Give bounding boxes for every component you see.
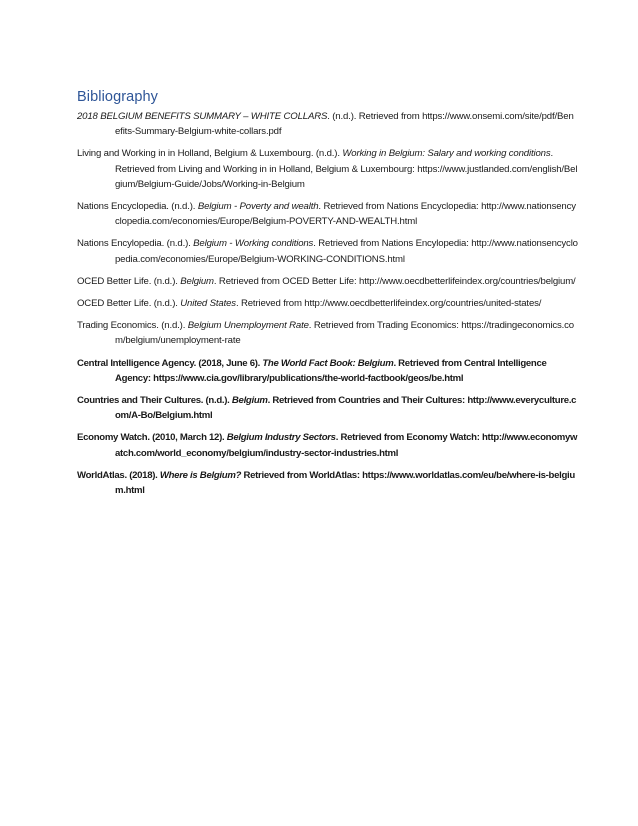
entry-title: Belgium - Working conditions [193, 238, 314, 250]
entry-url: https://tradingeconomics.com/belgium/unemployment-rate [115, 320, 574, 347]
bibliography-entry: 2018 BELGIUM BENEFITS SUMMARY – WHITE COLLARS. (n.d.). Retrieved from https://www.onsemi.com/site/pdf/Benefits-Summary-Belgium-white-collars.pdf [77, 111, 574, 138]
entry-url: https://www.justlanded.com/english/Belgium/Belgium-Guide/Jobs/Working-in-Belgium [115, 163, 578, 190]
entry-url: http://www.nationsencyclopedia.com/economies/Europe/Belgium-WORKING-CONDITIONS.html [115, 238, 578, 265]
bibliography-heading: Bibliography [77, 89, 158, 105]
entry-url: http://www.oecdbetterlifeindex.org/countries/united-states/ [304, 298, 542, 310]
entry-url: https://www.worldatlas.com/eu/be/where-is-belgium.html [115, 469, 575, 497]
entry-title: Belgium [180, 275, 214, 287]
bibliography-entry: WorldAtlas. (2018). Where is Belgium? Retrieved from WorldAtlas: https://www.worldatlas.com/eu/be/where-is-belgium.html [77, 469, 575, 497]
entry-url: http://www.everyculture.com/A-Bo/Belgium.html [115, 395, 577, 422]
bibliography-entry: Nations Encyclopedia. (n.d.). Belgium - Poverty and wealth. Retrieved from Nations Encyclopedia: http://www.nationsencyclopedia.com/economies/Europe/Belgium-POVERTY-AND-WEALTH.html [77, 201, 576, 228]
bibliography-entry: Central Intelligence Agency. (2018, June 6). The World Fact Book: Belgium. Retrieved from Central Intelligence Agency: https://www.cia.gov/library/publications/the-world-factbook/geos/be.html [77, 357, 547, 384]
bibliography-entry: OCED Better Life. (n.d.). Belgium. Retrieved from OCED Better Life: http://www.oecdbetterlifeindex.org/countries/belgium/ [77, 275, 576, 287]
bibliography-entry: Trading Economics. (n.d.). Belgium Unemployment Rate. Retrieved from Trading Economics: https://tradingeconomics.com/belgium/unemployment-rate [77, 320, 574, 347]
entry-title: Belgium - Poverty and wealth [197, 201, 319, 213]
entry-url: http://www.nationsencyclopedia.com/economies/Europe/Belgium-POVERTY-AND-WEALTH.html [115, 201, 576, 228]
entry-title: Belgium Unemployment Rate [187, 320, 309, 332]
entry-url: http://www.oecdbetterlifeindex.org/countries/belgium/ [359, 275, 576, 287]
entry-title: Where is Belgium? [159, 469, 242, 481]
entry-title: Belgium Industry Sectors [226, 432, 336, 444]
entry-url: https://www.onsemi.com/site/pdf/Benefits-Summary-Belgium-white-collars.pdf [115, 111, 574, 138]
bibliography-list [77, 109, 578, 498]
bibliography-entry: Economy Watch. (2010, March 12). Belgium Industry Sectors. Retrieved from Economy Watch: http://www.economywatch.com/world_economy/belgium/industry-sector-industries.html [77, 432, 578, 459]
bibliography-entry: OCED Better Life. (n.d.). United States. Retrieved from http://www.oecdbetterlifeindex.org/countries/united-states/ [77, 298, 542, 310]
entry-url: https://www.cia.gov/library/publications/the-world-factbook/geos/be.html [153, 372, 464, 384]
entry-title: The World Fact Book: Belgium [262, 357, 394, 369]
entry-title: 2018 BELGIUM BENEFITS SUMMARY – WHITE COLLARS [77, 111, 328, 122]
bibliography-entry: Countries and Their Cultures. (n.d.). Belgium. Retrieved from Countries and Their Cultures: http://www.everyculture.com/A-Bo/Belgium.html [77, 395, 577, 422]
entry-title: Belgium [231, 395, 268, 407]
entry-url: http://www.economywatch.com/world_economy/belgium/industry-sector-industries.html [115, 432, 578, 459]
bibliography-entry: Living and Working in in Holland, Belgium & Luxembourg. (n.d.). Working in Belgium: Salary and working conditions. Retrieved from Living and Working in in Holland, Belgium & Luxembourg: https://www.justlanded.com/english/Belgium/Belgium-Guide/Jobs/Working-in-Belgium [77, 148, 578, 190]
entry-title: United States [180, 298, 236, 310]
bibliography-entry: Nations Encylopedia. (n.d.). Belgium - Working conditions. Retrieved from Nations Encylopedia: http://www.nationsencyclopedia.com/economies/Europe/Belgium-WORKING-CONDITIONS.html [77, 238, 578, 265]
entry-title: Working in Belgium: Salary and working conditions [342, 148, 551, 160]
